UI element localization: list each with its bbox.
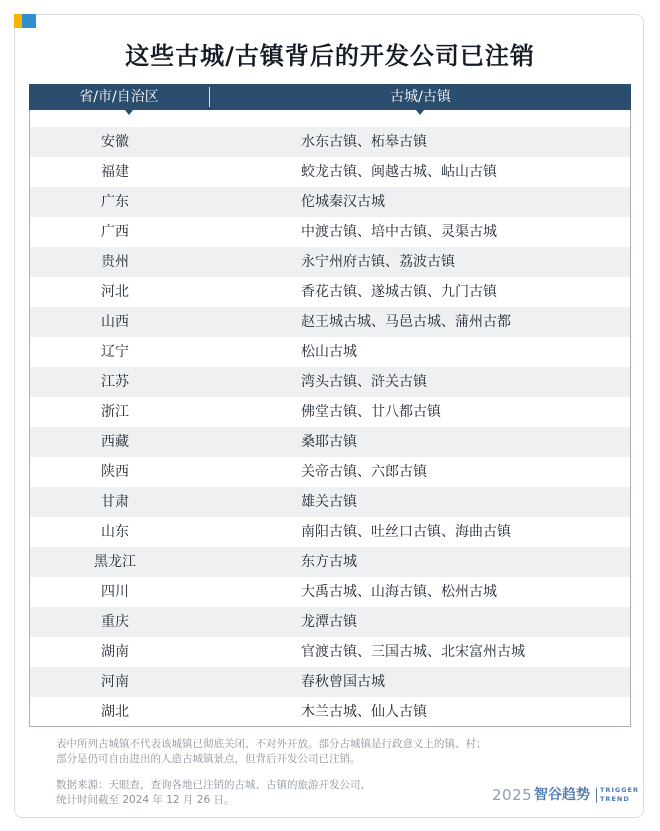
table-row — [30, 457, 630, 487]
towns-cell: 大禹古城、山海古镇、松州古城 — [301, 584, 497, 600]
province-cell: 甘肃 — [101, 494, 129, 510]
table-row — [30, 187, 630, 217]
column-header-province: 省/市/自治区 — [79, 89, 159, 105]
province-cell: 重庆 — [101, 614, 129, 630]
table-row — [30, 427, 630, 457]
towns-cell: 官渡古镇、三国古城、北宋富州古城 — [301, 644, 525, 660]
towns-cell: 南阳古镇、吐丝口古镇、海曲古镇 — [301, 524, 511, 540]
province-cell: 湖北 — [101, 704, 129, 720]
table-row — [30, 217, 630, 247]
source-line-1: 数据来源：天眼查，查询各地已注销的古城、古镇的旅游开发公司， — [56, 779, 371, 791]
province-cell: 安徽 — [101, 134, 129, 150]
table-row — [30, 487, 630, 517]
table-row — [30, 517, 630, 547]
table-row — [30, 667, 630, 697]
province-cell: 四川 — [101, 584, 129, 600]
brand-english-line-1: TRIGGER — [600, 786, 639, 794]
data-table — [29, 110, 631, 727]
province-cell: 江苏 — [101, 374, 129, 390]
province-cell: 辽宁 — [101, 344, 129, 360]
province-cell: 山东 — [101, 524, 129, 540]
province-cell: 广西 — [101, 224, 129, 240]
table-row — [30, 247, 630, 277]
towns-cell: 香花古镇、遂城古镇、九门古镇 — [301, 284, 497, 300]
towns-cell: 木兰古城、仙人古镇 — [301, 704, 427, 720]
footnote-line-1: 表中所列古城镇不代表该城镇已彻底关闭、不对外开放。部分古城镇是行政意义上的镇、村； — [56, 738, 487, 750]
towns-cell: 东方古城 — [301, 554, 357, 570]
source-line-2: 统计时间截至 2024 年 12 月 26 日。 — [56, 794, 235, 806]
brand-divider — [596, 788, 597, 803]
table-row — [30, 577, 630, 607]
footnote-line-2: 部分是仍可自由进出的人造古城镇景点，但背后开发公司已注销。 — [56, 753, 361, 765]
towns-cell: 水东古镇、柘皋古镇 — [301, 134, 427, 150]
towns-cell: 春秋曾国古城 — [301, 674, 385, 690]
province-cell: 西藏 — [101, 434, 129, 450]
table-row — [30, 367, 630, 397]
table-row — [30, 637, 630, 667]
table-row — [30, 547, 630, 577]
towns-cell: 永宁州府古镇、荔波古镇 — [301, 254, 455, 270]
table-body — [30, 127, 630, 727]
brand-english — [600, 786, 639, 804]
province-cell: 贵州 — [101, 254, 129, 270]
towns-cell: 关帝古镇、六郎古镇 — [301, 464, 427, 480]
towns-cell: 蛟龙古镇、闽越古城、岵山古镇 — [301, 164, 497, 180]
corner-mark-yellow — [14, 14, 22, 28]
corner-mark-blue — [22, 14, 36, 28]
table-row — [30, 157, 630, 187]
table-row — [30, 607, 630, 637]
table-row — [30, 397, 630, 427]
column-header-towns: 古城/古镇 — [390, 89, 451, 105]
table-row — [30, 337, 630, 367]
province-cell: 浙江 — [101, 404, 129, 420]
brand-english-line-2: TREND — [600, 795, 630, 803]
province-cell: 河南 — [101, 674, 129, 690]
table-row — [30, 127, 630, 157]
towns-cell: 湾头古镇、浒关古镇 — [301, 374, 427, 390]
province-cell: 黑龙江 — [94, 554, 136, 570]
brand-name: 智谷趋势 — [534, 787, 590, 803]
towns-cell: 桑耶古镇 — [301, 434, 357, 450]
towns-cell: 中渡古镇、培中古镇、灵渠古城 — [301, 224, 497, 240]
page-title: 这些古城/古镇背后的开发公司已注销 — [125, 42, 535, 70]
province-cell: 河北 — [101, 284, 129, 300]
table-header — [29, 84, 631, 110]
province-cell: 湖南 — [101, 644, 129, 660]
province-cell: 广东 — [101, 194, 129, 210]
table-row — [30, 277, 630, 307]
towns-cell: 赵王城古城、马邑古城、蒲州古都 — [301, 314, 511, 330]
brand-year: 2025 — [492, 786, 533, 804]
province-cell: 陕西 — [101, 464, 129, 480]
province-cell: 福建 — [101, 164, 129, 180]
towns-cell: 佗城秦汉古城 — [301, 194, 385, 210]
table-row — [30, 307, 630, 337]
towns-cell: 佛堂古镇、廿八都古镇 — [301, 404, 441, 420]
table-row — [30, 697, 630, 727]
towns-cell: 龙潭古镇 — [301, 614, 357, 630]
province-cell: 山西 — [101, 314, 129, 330]
corner-color-mark — [14, 14, 36, 28]
towns-cell: 松山古城 — [301, 344, 357, 360]
towns-cell: 雄关古镇 — [301, 494, 357, 510]
